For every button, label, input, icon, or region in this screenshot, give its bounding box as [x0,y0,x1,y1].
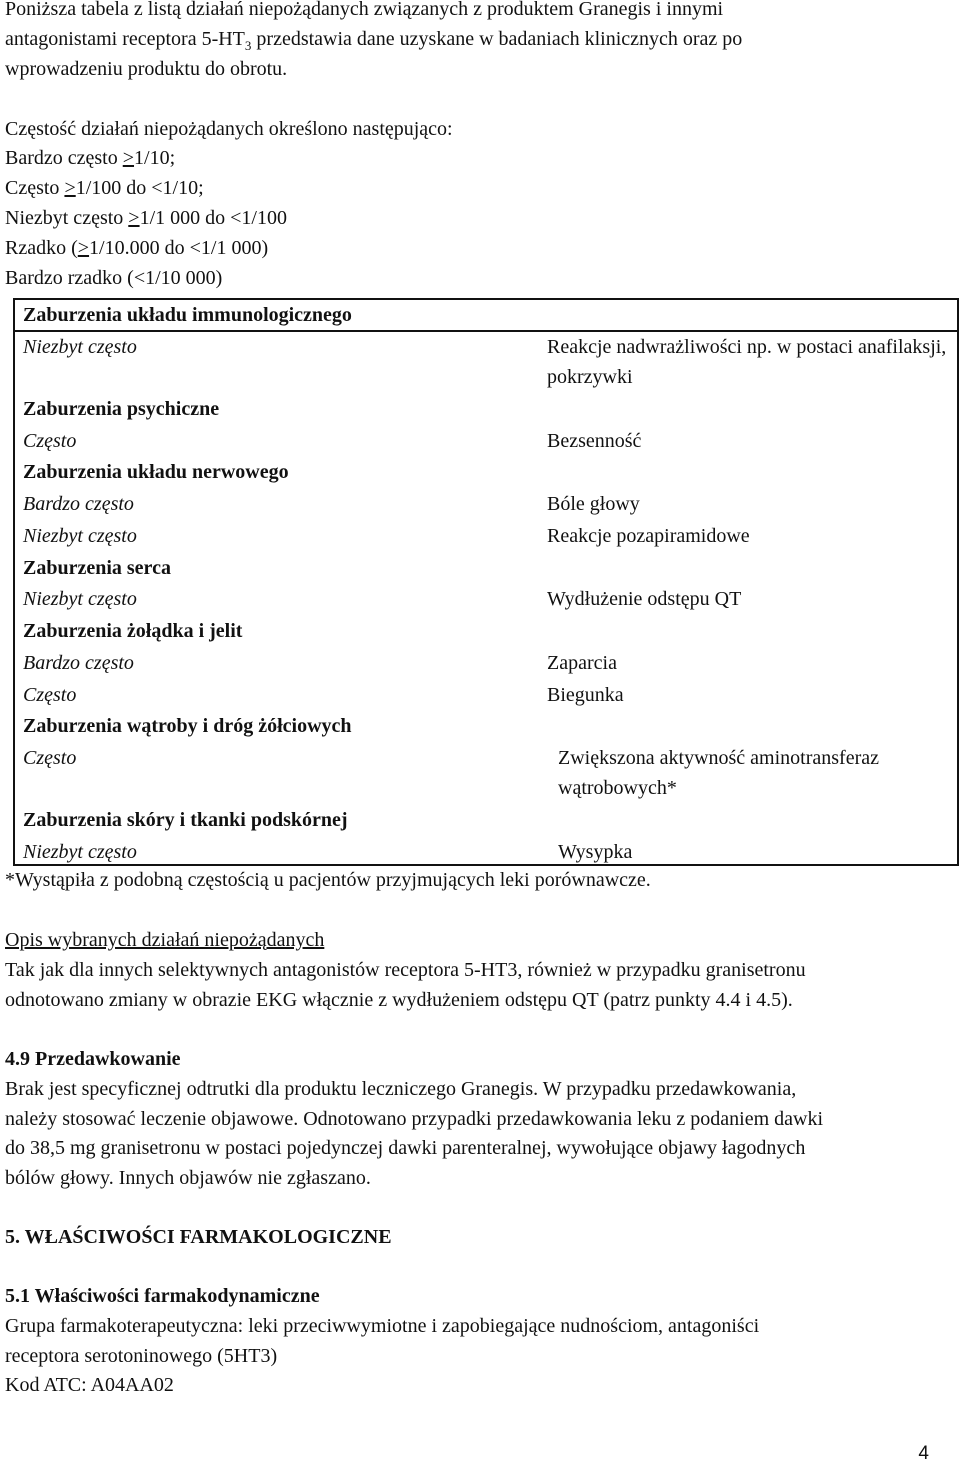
freq-label: Rzadko ( [5,237,78,259]
table-footnote: *Wystąpiła z podobną częstością u pacjentów przyjmujących leki porównawcze. [5,869,651,891]
frequency-uncommon [5,206,287,230]
freq-skin: Niezbyt często [23,841,137,863]
adverse-events-table [13,298,959,866]
reaction-skin: Wysypka [558,841,633,863]
soc-cardiac: Zaburzenia serca [23,557,171,579]
intro-line-3: wprowadzeniu produktu do obrotu. [5,58,288,80]
frequency-common [5,176,204,200]
intro-line-2-text: antagonistami receptora 5-HT [5,28,245,50]
frequency-very-common [5,146,175,170]
reaction-cardiac: Wydłużenie odstępu QT [547,588,742,610]
freq-gastrointestinal-2: Często [23,684,77,706]
ge-sign: > [128,207,140,229]
reaction-gastrointestinal-1: Zaparcia [547,652,617,674]
ge-sign: > [64,177,76,199]
section-5-1-line-2: receptora serotoninowego (5HT3) [5,1345,278,1367]
reaction-hepatobiliary: Zwiększona aktywność aminotransferaz wątrobowych* [558,747,879,799]
overdose-line-4: bólów głowy. Innych objawów nie zgłaszano. [5,1167,371,1189]
freq-label: Bardzo często [5,147,123,169]
intro-line-2-rest: przedstawia dane uzyskane w badaniach klinicznych oraz po [251,28,743,50]
frequency-heading: Częstość działań niepożądanych określono następująco: [5,118,453,140]
freq-hepatobiliary: Często [23,747,77,769]
freq-nervous-1: Bardzo często [23,493,134,515]
reaction-gastrointestinal-2: Biegunka [547,684,624,706]
frequency-rare [5,236,268,260]
selected-line-1: Tak jak dla innych selektywnych antagonistów receptora 5-HT3, również w przypadku granisetronu [5,959,806,981]
subscript-3: 3 [244,38,252,53]
freq-label: Często [5,177,65,199]
soc-hepatobiliary: Zaburzenia wątroby i dróg żółciowych [23,715,352,737]
freq-range: 1/10; [134,147,176,169]
freq-label: Niezbyt często [5,207,129,229]
overdose-heading: 4.9 Przedawkowanie [5,1048,181,1070]
soc-immune: Zaburzenia układu immunologicznego [23,304,352,326]
selected-heading: Opis wybranych działań niepożądanych [5,929,325,951]
soc-nervous: Zaburzenia układu nerwowego [23,461,289,483]
section-5-1-line-1: Grupa farmakoterapeutyczna: leki przeciwwymiotne i zapobiegające nudnościom, antagoniści [5,1315,760,1337]
soc-skin: Zaburzenia skóry i tkanki podskórnej [23,809,348,831]
freq-psychiatric: Często [23,430,77,452]
page-number: 4 [918,1443,929,1464]
freq-range: 1/10.000 do <1/1 000) [89,237,269,259]
ge-sign: > [122,147,135,169]
intro-line-2 [5,27,742,51]
overdose-line-3: do 38,5 mg granisetronu w postaci pojedynczej dawki parenteralnej, wywołujące objawy łagodnych [5,1137,806,1159]
freq-range: 1/1 000 do <1/100 [139,207,287,229]
ge-sign: > [77,237,90,259]
reaction-immune: Reakcje nadwrażliwości np. w postaci anafilaksji, pokrzywki [547,336,947,388]
selected-line-2: odnotowano zmiany w obrazie EKG włącznie z wydłużeniem odstępu QT (patrz punkty 4.4 i 4.5). [5,989,793,1011]
overdose-line-1: Brak jest specyficznej odtrutki dla produktu leczniczego Granegis. W przypadku przedawkowania, [5,1078,797,1100]
frequency-very-rare: Bardzo rzadko (<1/10 000) [5,267,223,289]
freq-gastrointestinal-1: Bardzo często [23,652,134,674]
intro-line-1: Poniższa tabela z listą działań niepożądanych związanych z produktem Granegis i innymi [5,0,724,20]
reaction-nervous-1: Bóle głowy [547,493,640,515]
overdose-line-2: należy stosować leczenie objawowe. Odnotowano przypadki przedawkowania leku z podaniem dawki [5,1108,824,1130]
section-5-1-line-3: Kod ATC: A04AA02 [5,1374,174,1396]
section-5-heading: 5. WŁAŚCIWOŚCI FARMAKOLOGICZNE [5,1226,392,1248]
reaction-psychiatric: Bezsenność [547,430,642,452]
section-5-1-heading: 5.1 Właściwości farmakodynamiczne [5,1285,320,1307]
freq-nervous-2: Niezbyt często [23,525,137,547]
soc-gastrointestinal: Zaburzenia żołądka i jelit [23,620,243,642]
soc-psychiatric: Zaburzenia psychiczne [23,398,220,420]
freq-immune: Niezbyt często [23,336,137,358]
freq-range: 1/100 do <1/10; [75,177,204,199]
freq-cardiac: Niezbyt często [23,588,137,610]
reaction-nervous-2: Reakcje pozapiramidowe [547,525,750,547]
